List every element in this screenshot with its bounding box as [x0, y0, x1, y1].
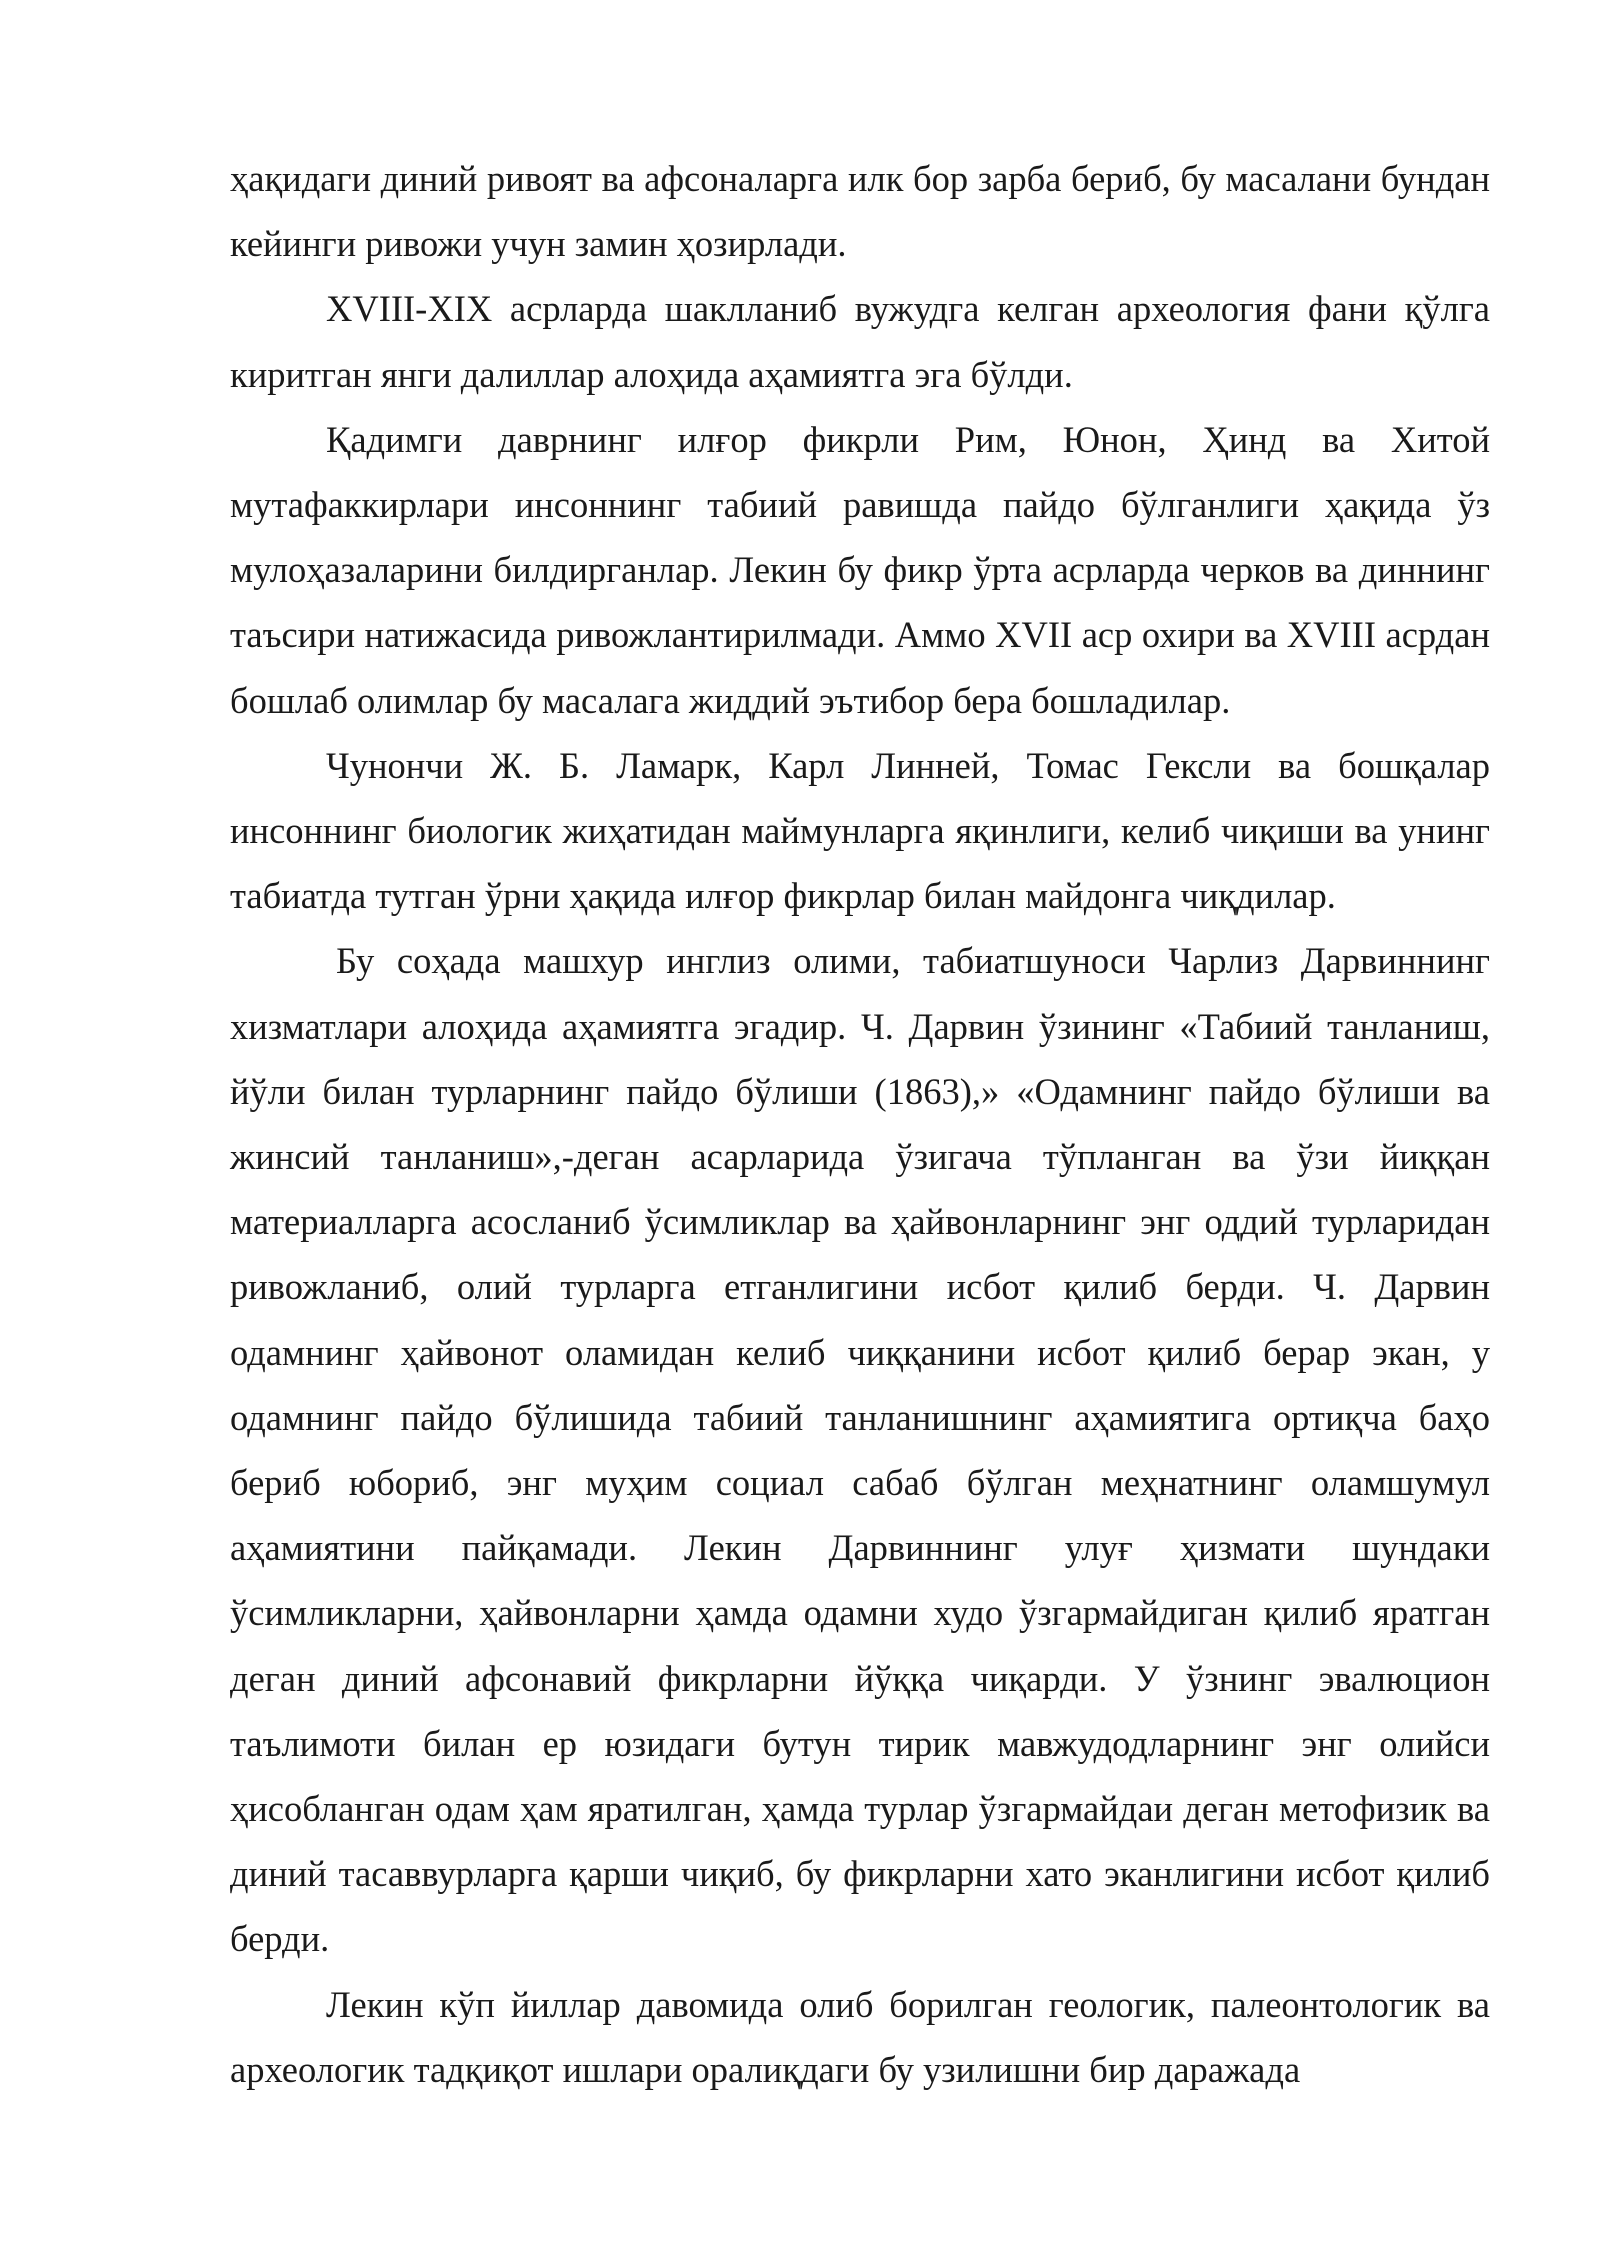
paragraph-archaeology: XVIII-XIX асрларда шаклланиб вужудга келган археология фани қўлга киритган янги далиллар алоҳида аҳамиятга эга бўлди.: [230, 288, 1490, 395]
paragraph-lamarck-linnaeus: Чунончи Ж. Б. Ламарк, Карл Линней, Томас Гексли ва бошқалар инсоннинг биологик жиҳатидан маймунларга яқинлиги, келиб чиқиши ва унинг табиатда тутган ўрни ҳақида илғор фикрлар билан майдонга чиқдилар.: [230, 744, 1490, 917]
paragraph-research: Лекин кўп йиллар давомида олиб борилган геологик, палеонтологик ва археологик тадқиқот ишлари оралиқдаги бу узилишни бир даражада: [230, 1983, 1490, 2090]
document-page: [230, 146, 1490, 2102]
paragraph-continuation: ҳақидаги диний ривоят ва афсоналарга илк бор зарба бериб, бу масалани бундан кейинги ривожи учун замин ҳозирлади.: [230, 158, 1490, 265]
paragraph-ancient-thinkers: Қадимги даврнинг илғор фикрли Рим, Юнон, Ҳинд ва Хитой мутафаккирлари инсоннинг табиий равишда пайдо бўлганлиги ҳақида ўз мулоҳазаларини билдирганлар. Лекин бу фикр ўрта асрларда черков ва диннинг таъсири натижасида ривожлантирилмади. Аммо XVII аср охири ва XVIII асрдан бошлаб олимлар бу масалага жиддий эътибор бера бошладилар.: [230, 418, 1490, 721]
paragraph-darwin: Бу соҳада машхур инглиз олими, табиатшуноси Чарлиз Дарвиннинг хизматлари алоҳида аҳамиятга эгадир. Ч. Дарвин ўзининг «Табиий танланиш, йўли билан турларнинг пайдо бўлиши (1863),» «Одамнинг пайдо бўлиши ва жинсий танланиш»,-деган асарларида ўзигача тўпланган ва ўзи йиққан материалларга асосланиб ўсимликлар ва ҳайвонларнинг энг оддий турларидан ривожланиб, олий турларга етганлигини исбот қилиб берди. Ч. Дарвин одамнинг ҳайвонот оламидан келиб чиққанини исбот қилиб берар экан, у одамнинг пайдо бўлишида табиий танланишнинг аҳамиятига ортиқча баҳо бериб юбориб, энг муҳим социал сабаб бўлган меҳнатнинг оламшумул аҳамиятини пайқамади. Лекин Дарвиннинг улуғ ҳизмати шундаки ўсимликларни, ҳайвонларни ҳамда одамни худо ўзгармайдиган қилиб яратган деган диний афсонавий фикрларни йўққа чиқарди. У ўзнинг эвалюцион таълимоти билан ер юзидаги бутун тирик мавжудодларнинг энг олийси ҳисобланган одам ҳам яратилган, ҳамда турлар ўзгармайдаи деган метофизик ва диний тасаввурларга қарши чиқиб, бу фикрларни хато эканлигини исбот қилиб берди.: [230, 940, 1490, 1960]
